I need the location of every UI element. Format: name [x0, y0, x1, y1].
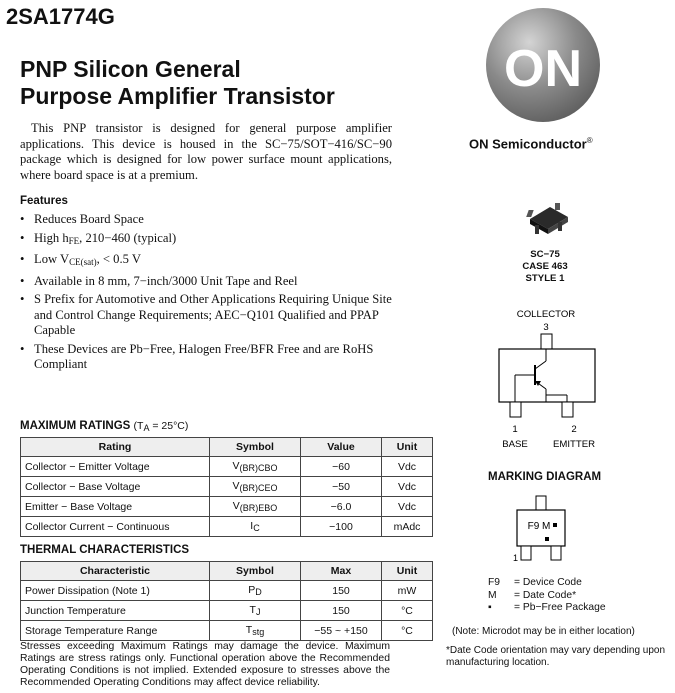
- value-cell: −55 ~ +150: [301, 621, 382, 641]
- unit-cell: °C: [382, 601, 433, 621]
- rating-cell: Junction Temperature: [21, 601, 210, 621]
- max-ratings-table: [20, 437, 433, 537]
- symbol-cell: [210, 601, 301, 621]
- thermal-table: [20, 561, 433, 641]
- table-row: [21, 477, 433, 497]
- package-line-3: STYLE 1: [525, 273, 565, 284]
- symbol-subscript: (BR)CEO: [239, 483, 278, 493]
- part-number: 2SA1774G: [6, 4, 115, 29]
- symbol-subscript: (BR)EBO: [239, 503, 278, 513]
- package-info: [500, 249, 590, 285]
- cond-subscript: A: [143, 423, 150, 433]
- feature-text: , < 0.5 V: [96, 252, 141, 266]
- legend-key: ▪: [488, 602, 492, 613]
- company-text: ON Semiconductor: [469, 136, 587, 152]
- logo-text: ON: [504, 40, 582, 98]
- rating-cell: Collector Current − Continuous: [21, 517, 210, 537]
- value-cell: 150: [301, 601, 382, 621]
- features-list: [20, 212, 400, 376]
- symbol-text: P: [248, 584, 256, 596]
- legend-desc: = Device Code: [514, 577, 582, 588]
- marking-diagram: [505, 493, 575, 568]
- marking-code: F9 M: [527, 521, 551, 532]
- thermal-heading: THERMAL CHARACTERISTICS: [20, 544, 190, 556]
- symbol-subscript: C: [253, 523, 260, 533]
- emitter-pin-number: 2: [571, 424, 577, 435]
- rating-cell: Collector − Emitter Voltage: [21, 457, 210, 477]
- unit-cell: Vdc: [382, 497, 433, 517]
- marking-legend: [488, 577, 606, 615]
- microdot-note: (Note: Microdot may be in either location): [452, 626, 635, 637]
- legend-row: [488, 590, 606, 603]
- column-header: Unit: [382, 562, 433, 581]
- unit-cell: °C: [382, 621, 433, 641]
- symbol-subscript: J: [255, 607, 261, 617]
- legend-row: [488, 577, 606, 590]
- symbol-text: V: [232, 500, 240, 512]
- column-header: Rating: [21, 438, 210, 457]
- table-row: [21, 497, 433, 517]
- feature-item: • Reduces Board Space: [20, 212, 400, 228]
- rating-cell: Emitter − Base Voltage: [21, 497, 210, 517]
- marking-diagram-heading: MARKING DIAGRAM: [488, 471, 602, 483]
- intro-paragraph: This PNP transistor is designed for general purpose amplifier applications. This device is housed in the SC−75/SOT−416/SC−90 package which is designed for low power surface mount applications, where board space is at a premium.: [20, 121, 392, 182]
- company-name: [469, 136, 593, 151]
- symbol-text: I: [250, 520, 254, 532]
- column-header: Value: [301, 438, 382, 457]
- column-header: Symbol: [210, 562, 301, 581]
- symbol-text: V: [232, 460, 240, 472]
- title-line-2: Purpose Amplifier Transistor: [20, 83, 335, 109]
- rating-cell: Power Dissipation (Note 1): [21, 581, 210, 601]
- collector-label: COLLECTOR: [516, 309, 576, 320]
- unit-cell: mW: [382, 581, 433, 601]
- package-line-2: CASE 463: [522, 261, 568, 272]
- stress-footnote: Stresses exceeding Maximum Ratings may damage the device. Maximum Ratings are stress ratings only. Functional operation above the Recommended Operating Conditions is not implied. Extended exposure to stresses above the Recommended Operating Conditions may affect device reliability.: [20, 641, 390, 688]
- symbol-text: T: [249, 604, 256, 616]
- on-semiconductor-logo-icon: [485, 7, 601, 123]
- collector-pin-number: 3: [543, 322, 549, 333]
- symbol-text: V: [232, 480, 240, 492]
- feature-text: , 210−460 (typical): [79, 230, 177, 245]
- value-cell: −100: [301, 517, 382, 537]
- legend-key: M: [488, 589, 497, 601]
- registered-mark: ®: [586, 136, 593, 145]
- value-cell: 150: [301, 581, 382, 601]
- emitter-label: EMITTER: [552, 439, 596, 450]
- column-header: Max: [301, 562, 382, 581]
- max-ratings-title: MAXIMUM RATINGS: [20, 420, 131, 432]
- feature-item: • S Prefix for Automotive and Other Applications Requiring Unique Site and Control Change Requirements; AEC−Q101 Qualified and PPAP Capable: [20, 292, 400, 339]
- features-heading: Features: [20, 195, 68, 207]
- legend-desc: = Date Code*: [514, 589, 577, 601]
- symbol-subscript: stg: [252, 627, 265, 637]
- table-row: [21, 601, 433, 621]
- unit-cell: Vdc: [382, 477, 433, 497]
- document-title: [20, 56, 335, 110]
- value-cell: −60: [301, 457, 382, 477]
- value-cell: −50: [301, 477, 382, 497]
- symbol-subscript: (BR)CBO: [239, 463, 278, 473]
- symbol-text: T: [245, 624, 253, 636]
- base-label: BASE: [502, 439, 528, 450]
- feature-item: [20, 231, 400, 250]
- marking-pin-number: 1: [512, 553, 518, 563]
- rating-cell: Storage Temperature Range: [21, 621, 210, 641]
- package-line-1: SC−75: [530, 249, 560, 260]
- base-pin-number: 1: [512, 424, 518, 435]
- feature-subscript: FE: [68, 235, 80, 246]
- legend-desc: = Pb−Free Package: [514, 602, 606, 613]
- table-row: [21, 457, 433, 477]
- max-ratings-heading: [20, 420, 188, 433]
- unit-cell: mAdc: [382, 517, 433, 537]
- column-header: Unit: [382, 438, 433, 457]
- feature-text: High h: [34, 230, 69, 245]
- cond-text: = 25°C): [149, 420, 189, 432]
- table-header-row: [21, 438, 433, 457]
- feature-item: • Available in 8 mm, 7−inch/3000 Unit Tape and Reel: [20, 274, 400, 290]
- feature-subscript: CE(sat): [69, 257, 97, 267]
- symbol-cell: [210, 581, 301, 601]
- symbol-cell: [210, 517, 301, 537]
- title-line-1: PNP Silicon General: [20, 56, 241, 82]
- symbol-cell: [210, 457, 301, 477]
- cond-text: (T: [133, 420, 144, 432]
- symbol-subscript: D: [255, 587, 262, 597]
- date-code-note: *Date Code orientation may vary depending upon manufacturing location.: [446, 645, 666, 668]
- table-header-row: [21, 562, 433, 581]
- unit-cell: Vdc: [382, 457, 433, 477]
- column-header: Symbol: [210, 438, 301, 457]
- transistor-schematic: [488, 305, 618, 455]
- value-cell: −6.0: [301, 497, 382, 517]
- feature-item: [20, 252, 400, 271]
- table-row: [21, 621, 433, 641]
- table-row: [21, 517, 433, 537]
- legend-key: F9: [488, 577, 501, 588]
- max-ratings-condition: [134, 420, 189, 432]
- symbol-cell: [210, 621, 301, 641]
- feature-text: Low V: [34, 252, 70, 266]
- rating-cell: Collector − Base Voltage: [21, 477, 210, 497]
- feature-item: • These Devices are Pb−Free, Halogen Free/BFR Free and are RoHS Compliant: [20, 342, 400, 373]
- column-header: Characteristic: [21, 562, 210, 581]
- legend-row: [488, 602, 606, 615]
- symbol-cell: [210, 497, 301, 517]
- symbol-cell: [210, 477, 301, 497]
- table-row: [21, 581, 433, 601]
- sc75-package-icon: [524, 201, 574, 237]
